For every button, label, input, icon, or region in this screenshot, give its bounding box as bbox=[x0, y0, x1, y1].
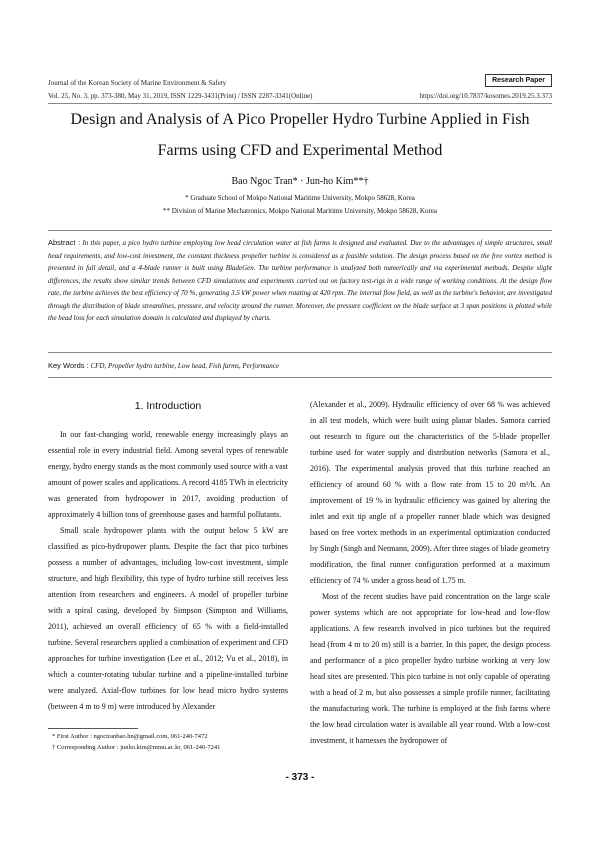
footnote-first-author: * First Author : ngoctranbao.hn@gmail.com, 061-240-7472 bbox=[52, 733, 208, 740]
footnote-corresponding-author: † Corresponding Author : junho.kim@mmu.ac.kr, 061-240-7241 bbox=[52, 744, 221, 751]
right-column bbox=[310, 397, 550, 749]
title-line-1: Design and Analysis of A Pico Propeller Hydro Turbine Applied in Fish bbox=[70, 111, 530, 128]
research-paper-badge: Research Paper bbox=[485, 74, 552, 87]
page-number: - 373 - bbox=[285, 772, 315, 783]
abstract-top-rule bbox=[48, 230, 552, 231]
left-column bbox=[48, 395, 288, 715]
paragraph: Small scale hydropower plants with the output below 5 kW are classified as pico-hydropower plants. Despite the fact that pico turbines possess a number of advantages, including low-cost investment, simple structure, and high flexibility, this type of hydro turbine still receives less attention from researchers and engineers. A model of propeller turbine with a spiral casing, developed by Simpson (Simpson and Williams, 2011), achieved an overall efficiency of 65 % with a field-installed turbine. Several researchers applied a combination of experiment and CFD approaches for turbine investigation (Lee et al., 2012; Vu et al., 2018), in which a counter-rotating tubular turbine and a pipeline-installed turbine were analyzed. Axial-flow turbines for low head micro hydro systems (between 4 m to 9 m) were introduced by Alexander bbox=[48, 526, 288, 711]
volume-info: Vol. 25, No. 3, pp. 373-380, May 31, 2019, ISSN 1229-3431(Print) / ISSN 2287-3341(Online) bbox=[48, 92, 313, 100]
title-line-2: Farms using CFD and Experimental Method bbox=[157, 142, 443, 159]
journal-name: Journal of the Korean Society of Marine Environment & Safety bbox=[48, 79, 227, 87]
paper-title bbox=[40, 107, 560, 163]
affiliation-2: ** Division of Marine Mechatronics, Mokpo National Maritime University, Mokpo 58628, Korea bbox=[162, 207, 438, 215]
keywords-label: Key Words : bbox=[48, 361, 89, 370]
footnote-rule bbox=[48, 728, 138, 729]
keywords-rule bbox=[48, 377, 552, 378]
abstract-bottom-rule bbox=[48, 352, 552, 353]
paragraph: (Alexander et al., 2009). Hydraulic efficiency of over 68 % was achieved in all test models, which were built using planar blades. Samora carried out research to figure out the characteristics of the 5-blade propeller turbine used for water supply and distribution networks (Samora et al., 2016). The experimental analysis proved that this turbine reached an efficiency of around 60 % with a flow rate from 15 to 20 m³/h. An improvement of 19 % in hydraulic efficiency was gained by altering the inlet and exit tip angle of a propeller runner blade which was designed based on free vortex methods in an experimental optimization conducted by Singh (Singh and Netmann, 2009). After three stages of blade geometry modification, the final runner configuration performed at a maximum efficiency of 74 % under a gross head of 1.75 m. bbox=[310, 400, 550, 585]
paragraph: Most of the recent studies have paid concentration on the large scale power systems which are not appropriate for low-head and low-flow applications. A few research involved in pico turbines but the required head (from 4 m to 20 m) still is a barrier. In this paper, the design process and performance of a pico propeller hydro turbine working at very low head sites are presented. This pico turbine is not only capable of operating with a head of 2 m, but also possesses a simple profile runner, facilitating the manufacturing work. The turbine is employed at the fish farms where the low head circulation water is available all year round. With a low-cost investment, it harnesses the hydropower of bbox=[310, 592, 550, 745]
header-rule bbox=[48, 103, 552, 104]
paragraph: In our fast-changing world, renewable energy increasingly plays an essential role in every industrial field. Among several types of renewable energy, hydro energy stands as the most commonly used source with a vast amount of power scales and applications. A record 4185 TWh in electricity was generated from hydropower in 2017, avoiding production of approximately 4 billion tons of greenhouse gases and harmful pollutants. bbox=[48, 430, 288, 519]
authors: Bao Ngoc Tran* · Jun-ho Kim**† bbox=[231, 176, 369, 187]
doi-link[interactable]: https://doi.org/10.7837/kosomes.2019.25.3.373 bbox=[419, 92, 552, 100]
keywords bbox=[48, 361, 552, 370]
abstract-text: In this paper, a pico hydro turbine employing low head circulation water at fish farms is designed and evaluated. Due to the advantages of simple structures, small head requirements, and low-cost investment, the constant thickness propeller turbine is considered as a feasible solution. The design process based on the free vortex method is presented in full detail, and a 4-blade runner is built using BladeGen. The turbine performance is analyzed both numerically and via experimental methods. Despite slight differences, the results show similar trends between CFD simulations and experiments carried out on factory test-rigs in a wide range of working conditions. At the design flow rate, the turbine achieves the best efficiency of 70 %, generating 3.5 kW power when rotating at 420 rpm. The internal flow field, as well as the turbine's behavior, are investigated through the distribution of blade streamlines, pressure, and velocity around the runner. Moreover, the pressure coefficient on the blade surface at 3 span positions is plotted while the head loss for each simulation domain is calculated and displayed by charts. bbox=[48, 239, 552, 322]
section-title: 1. Introduction bbox=[134, 400, 202, 412]
abstract-label: Abstract : bbox=[48, 238, 81, 247]
abstract bbox=[48, 237, 552, 325]
affiliation-1: * Graduate School of Mokpo National Maritime University, Mokpo 58628, Korea bbox=[185, 194, 415, 202]
keywords-text: CFD, Propeller hydro turbine, Low head, Fish farms, Performance bbox=[90, 362, 279, 370]
